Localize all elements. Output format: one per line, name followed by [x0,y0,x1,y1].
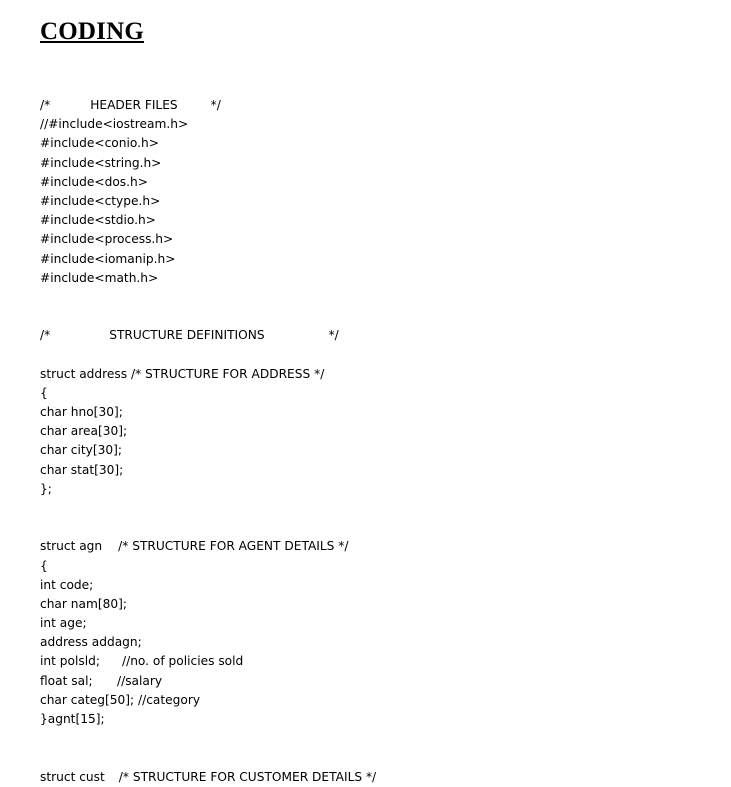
include-line: #include<math.h> [40,270,159,285]
code-listing [40,96,720,787]
inline-comment: //category [138,692,201,707]
code-line: }; [40,481,52,496]
code-line: char nam[80]; [40,596,127,611]
include-line: #include<conio.h> [40,136,159,151]
comment-open: /* [40,328,51,343]
include-line: #include<dos.h> [40,174,148,189]
code-line: { [40,385,48,400]
code-text: char categ[50]; [40,692,135,707]
code-line-polsld [40,652,720,671]
struct-address-decl: struct address /* STRUCTURE FOR ADDRESS */ [40,366,325,381]
blank-line [40,345,720,364]
comment-open: /* [40,98,51,112]
code-line: address addagn; [40,635,142,650]
blank-line [40,499,720,518]
struct-agn-name: struct agn [40,539,103,554]
struct-agn-comment: /* STRUCTURE FOR AGENT DETAILS */ [118,539,349,554]
code-line-categ [40,691,720,710]
code-text: float sal; [40,673,93,688]
include-line: #include<ctype.h> [40,193,161,208]
include-line: #include<iomanip.h> [40,251,176,266]
structure-definitions-comment [40,326,720,345]
blank-line [40,748,720,767]
include-line: #include<process.h> [40,232,174,247]
code-line-sal [40,672,720,691]
code-line: char area[30]; [40,424,128,439]
code-line: char stat[30]; [40,462,124,477]
blank-line [40,729,720,748]
comment-close: */ [210,98,221,112]
blank-line [40,288,720,307]
inline-comment: //salary [117,673,163,688]
code-line: int age; [40,616,87,631]
struct-cust-decl [40,768,720,787]
blank-line [40,518,720,537]
code-line: char city[30]; [40,443,122,458]
header-files-comment [40,96,720,115]
include-line: //#include<iostream.h> [40,117,189,132]
comment-close: */ [328,328,339,343]
struct-agn-decl [40,537,720,556]
structure-definitions-heading: STRUCTURE DEFINITIONS [109,328,265,343]
code-line: int code; [40,577,94,592]
code-line: }agnt[15]; [40,712,105,726]
code-line: char hno[30]; [40,405,123,419]
struct-cust-name: struct cust [40,769,105,784]
include-line: #include<stdio.h> [40,213,156,228]
page-title: CODING [40,18,144,45]
code-text: int polsld; [40,654,100,669]
blank-line [40,307,720,326]
header-files-heading: HEADER FILES [90,98,178,112]
code-line: { [40,558,48,573]
include-line: #include<string.h> [40,155,162,170]
struct-cust-comment: /* STRUCTURE FOR CUSTOMER DETAILS */ [118,769,377,784]
inline-comment: //no. of policies sold [122,654,244,669]
